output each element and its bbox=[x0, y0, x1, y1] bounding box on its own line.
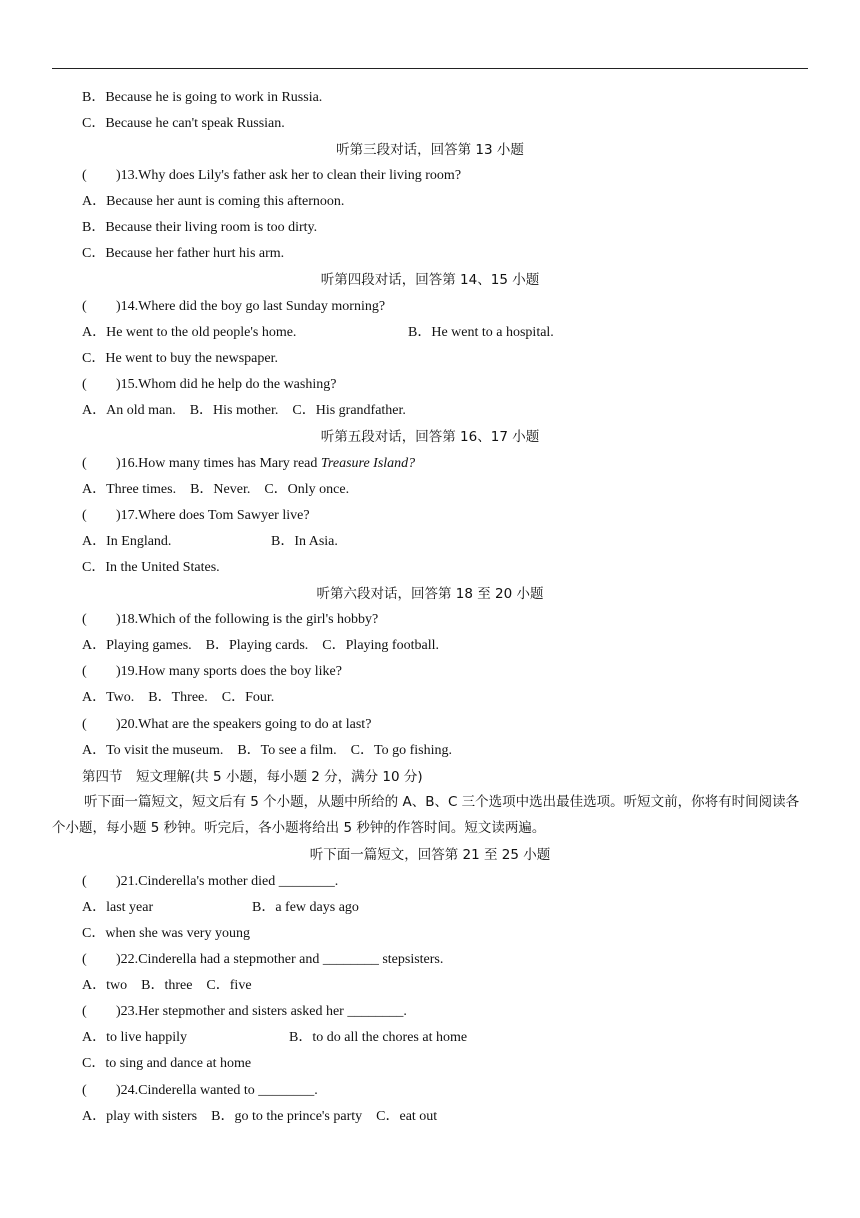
section-4-title: 第四节 短文理解(共 5 小题，每小题 2 分，满分 10 分) bbox=[82, 769, 423, 785]
book-title: Treasure Island? bbox=[320, 456, 416, 471]
q12-option-b: B．Because he is going to work in Russia. bbox=[82, 90, 323, 105]
question-24 bbox=[82, 1082, 318, 1100]
question-text: )24.Cinderella wanted to ________. bbox=[116, 1083, 318, 1098]
answer-blank: ( bbox=[82, 377, 87, 392]
answer-blank: ( bbox=[82, 299, 87, 314]
answer-blank: ( bbox=[82, 456, 87, 471]
question-text: )21.Cinderella's mother died ________. bbox=[116, 874, 339, 889]
q17-option-c: C．In the United States. bbox=[82, 560, 220, 575]
question-text: )20.What are the speakers going to do at last? bbox=[116, 717, 372, 732]
section-heading-7: 听下面一篇短文，回答第 21 至 25 小题 bbox=[309, 847, 551, 863]
question-20 bbox=[82, 716, 371, 734]
q15-options: A．An old man. B．His mother. C．His grandfather. bbox=[82, 403, 406, 418]
question-21 bbox=[82, 873, 338, 891]
question-text: )18.Which of the following is the girl's hobby? bbox=[116, 612, 379, 627]
question-17 bbox=[82, 507, 310, 525]
q14-option-b: B．He went to a hospital. bbox=[408, 325, 554, 340]
question-text: )14.Where did the boy go last Sunday morning? bbox=[116, 299, 386, 314]
q19-options: A．Two. B．Three. C．Four. bbox=[82, 690, 275, 705]
q18-options: A．Playing games. B．Playing cards. C．Playing football. bbox=[82, 638, 439, 653]
question-13 bbox=[82, 167, 461, 185]
section-4-instructions: 听下面一篇短文，短文后有 5 个小题，从题中所给的 A、B、C 三个选项中选出最佳选项。听短文前，你将有时间阅读各个小题，每小题 5 秒钟。听完后，各小题将给出 5 秒钟的作答时间。短文读两遍。 bbox=[52, 794, 800, 836]
answer-blank: ( bbox=[82, 874, 87, 889]
answer-blank: ( bbox=[82, 508, 87, 523]
question-23 bbox=[82, 1003, 407, 1021]
q14-option-a: A．He went to the old people's home. bbox=[82, 325, 297, 340]
answer-blank: ( bbox=[82, 168, 87, 183]
answer-blank: ( bbox=[82, 717, 87, 732]
question-text: )19.How many sports does the boy like? bbox=[116, 664, 342, 679]
q13-option-a: A．Because her aunt is coming this afternoon. bbox=[82, 194, 345, 209]
q20-options: A．To visit the museum. B．To see a film. C．To go fishing. bbox=[82, 743, 452, 758]
q23-option-a: A．to live happily bbox=[82, 1030, 187, 1045]
q21-option-a: A．last year bbox=[82, 900, 154, 915]
answer-blank: ( bbox=[82, 952, 87, 967]
answer-blank: ( bbox=[82, 612, 87, 627]
question-19 bbox=[82, 663, 342, 681]
question-text: )17.Where does Tom Sawyer live? bbox=[116, 508, 310, 523]
q16-options: A．Three times. B．Never. C．Only once. bbox=[82, 482, 350, 497]
question-22 bbox=[82, 951, 443, 969]
answer-blank: ( bbox=[82, 664, 87, 679]
q17-option-a: A．In England. bbox=[82, 534, 172, 549]
question-18 bbox=[82, 611, 378, 629]
q24-options: A．play with sisters B．go to the prince's party C．eat out bbox=[82, 1109, 438, 1124]
q23-option-b: B．to do all the chores at home bbox=[289, 1030, 468, 1045]
section-heading-3: 听第三段对话，回答第 13 小题 bbox=[336, 142, 524, 158]
q13-option-c: C．Because her father hurt his arm. bbox=[82, 246, 285, 261]
question-14 bbox=[82, 298, 385, 316]
q21-option-c: C．when she was very young bbox=[82, 926, 250, 941]
answer-blank: ( bbox=[82, 1004, 87, 1019]
q22-options: A．two B．three C．five bbox=[82, 978, 252, 993]
header-rule bbox=[52, 68, 808, 69]
q14-option-c: C．He went to buy the newspaper. bbox=[82, 351, 278, 366]
q23-option-c: C．to sing and dance at home bbox=[82, 1056, 252, 1071]
q17-option-b: B．In Asia. bbox=[271, 534, 338, 549]
question-text: )23.Her stepmother and sisters asked her ________. bbox=[116, 1004, 407, 1019]
q21-option-b: B．a few days ago bbox=[252, 900, 359, 915]
q12-option-c: C．Because he can't speak Russian. bbox=[82, 116, 285, 131]
question-text: )16.How many times has Mary read bbox=[116, 456, 321, 471]
question-15 bbox=[82, 376, 336, 394]
section-heading-5: 听第五段对话，回答第 16、17 小题 bbox=[320, 429, 540, 445]
q13-option-b: B．Because their living room is too dirty. bbox=[82, 220, 318, 235]
question-16 bbox=[82, 455, 415, 473]
question-text: )15.Whom did he help do the washing? bbox=[116, 377, 337, 392]
answer-blank: ( bbox=[82, 1083, 87, 1098]
section-heading-4: 听第四段对话，回答第 14、15 小题 bbox=[320, 272, 540, 288]
section-heading-6: 听第六段对话，回答第 18 至 20 小题 bbox=[316, 586, 544, 602]
question-text: )13.Why does Lily's father ask her to clean their living room? bbox=[116, 168, 462, 183]
question-text: )22.Cinderella had a stepmother and ________ stepsisters. bbox=[116, 952, 444, 967]
